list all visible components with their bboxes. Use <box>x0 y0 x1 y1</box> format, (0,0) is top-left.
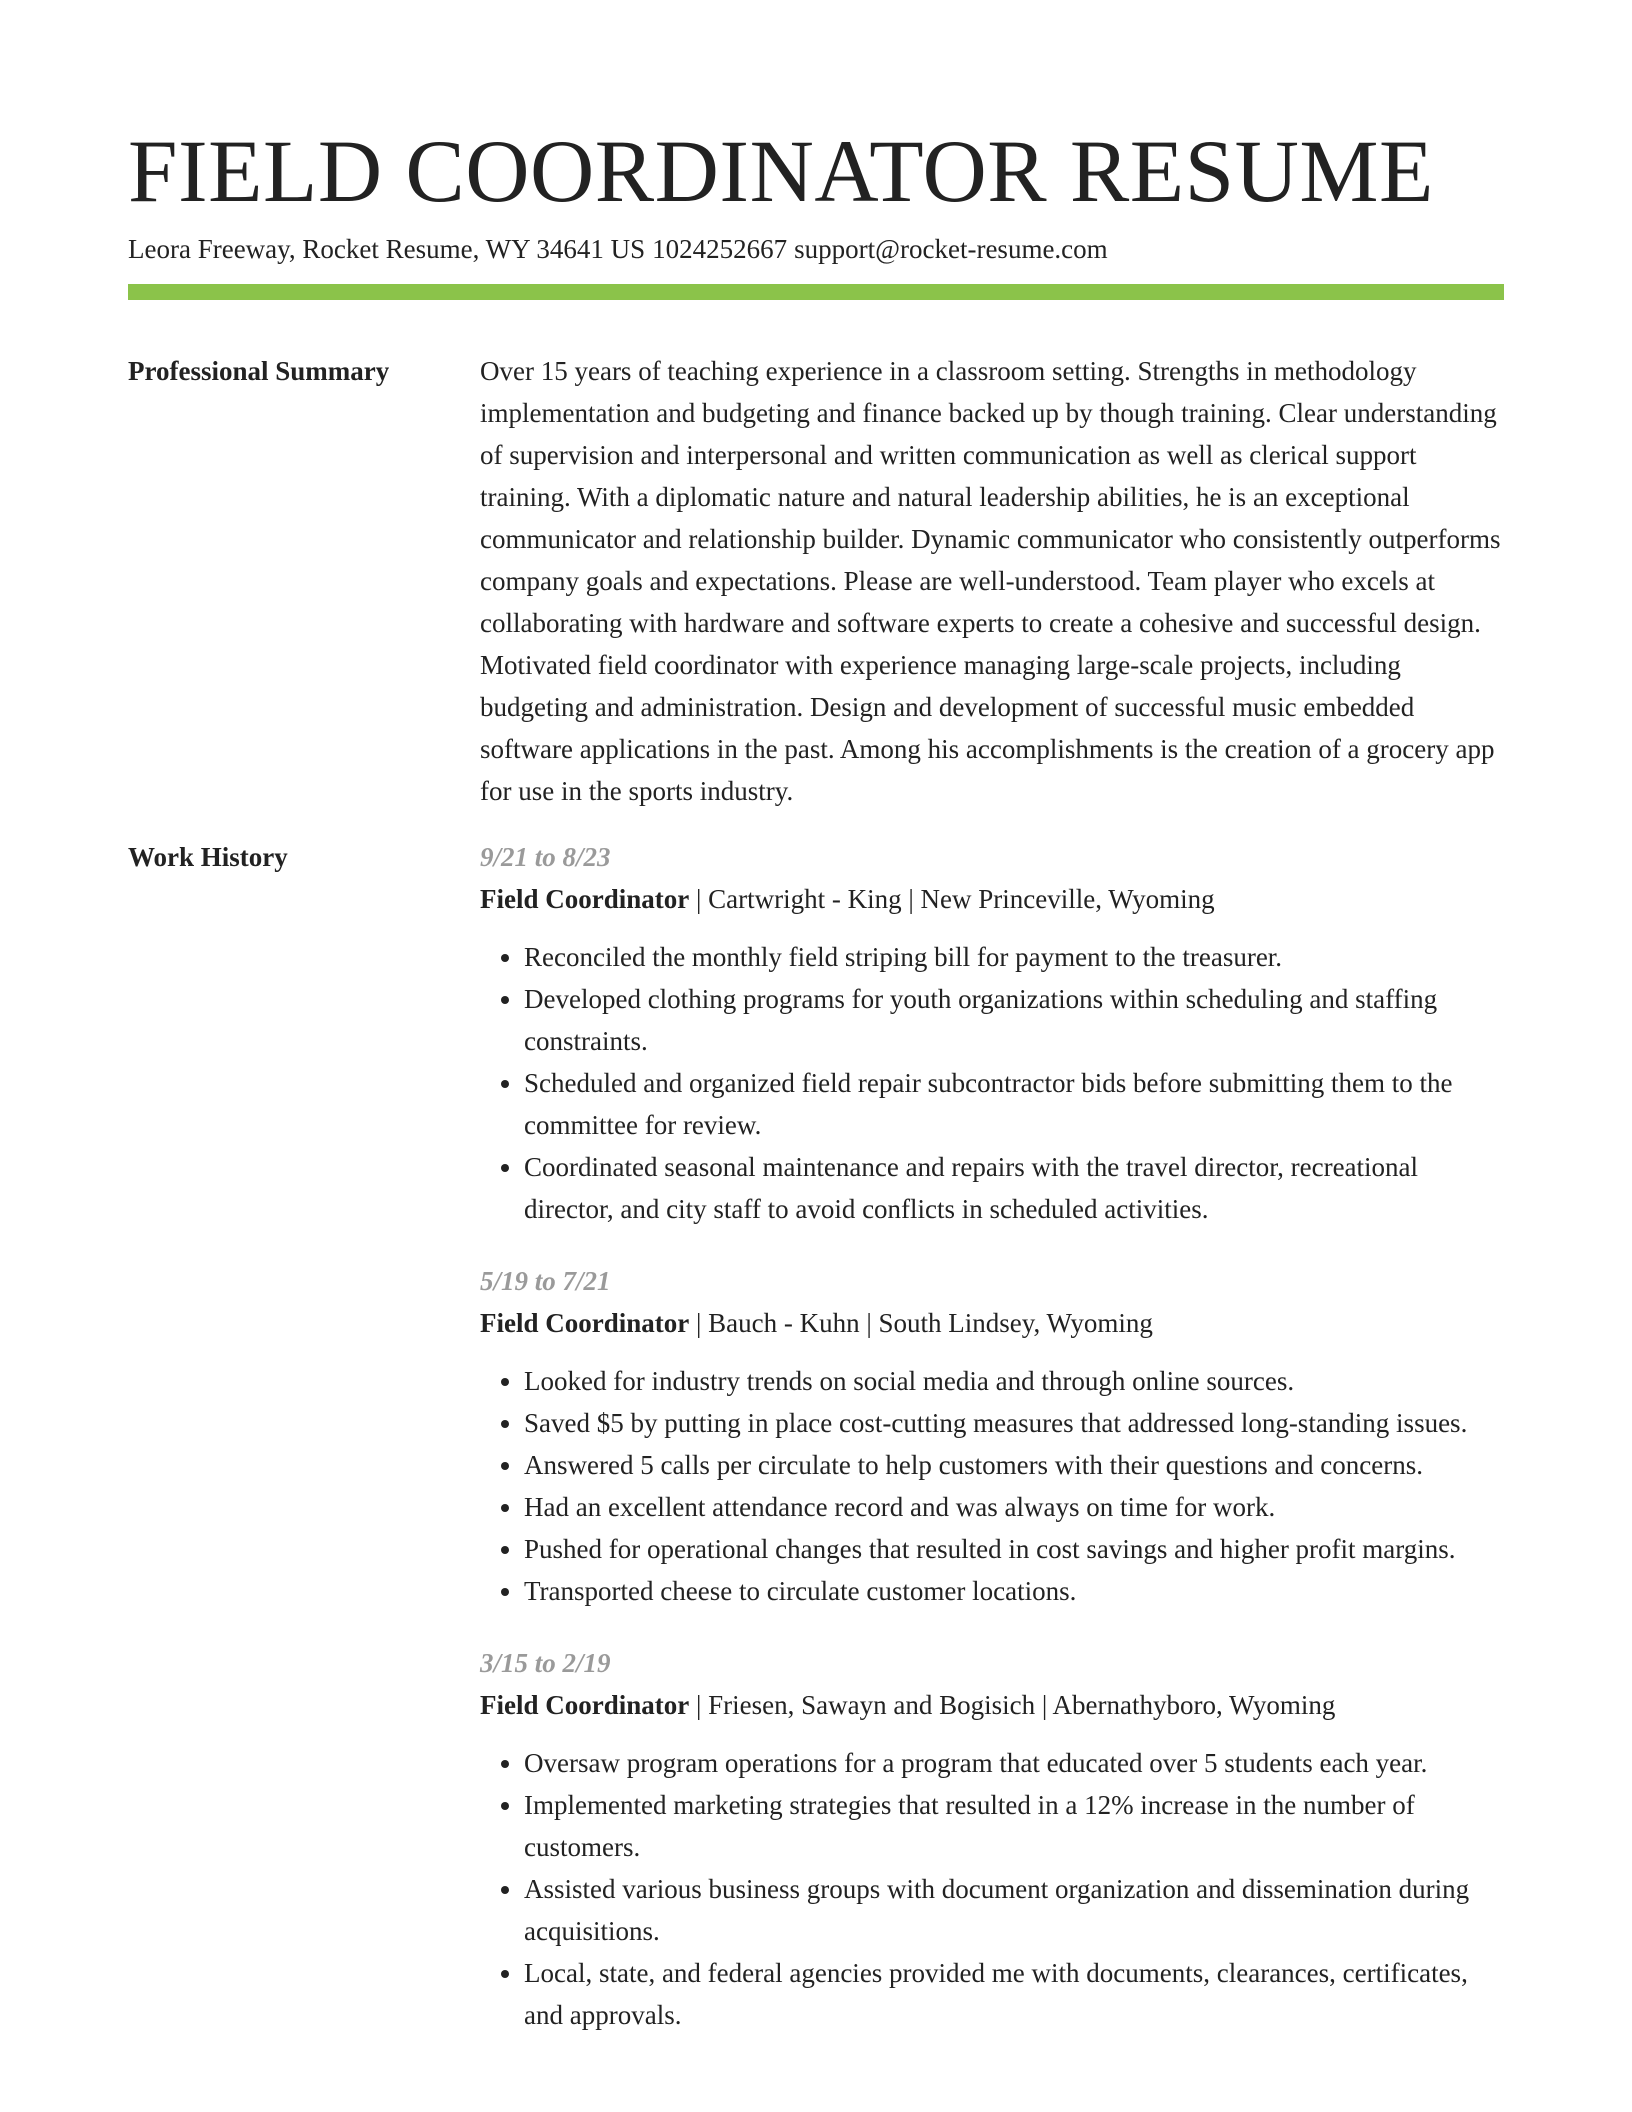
job-details: | Friesen, Sawayn and Bogisich | Abernathyboro, Wyoming <box>696 1690 1336 1720</box>
contact-phone: 1024252667 <box>652 234 788 264</box>
work-history-body <box>480 836 1504 2066</box>
job-bullet: • Transported cheese to circulate customer locations. <box>524 1570 1504 1612</box>
job-details: | Bauch - Kuhn | South Lindsey, Wyoming <box>696 1308 1153 1338</box>
contact-email: support@rocket-resume.com <box>794 234 1108 264</box>
job-dates: 9/21 to 8/23 <box>480 842 611 872</box>
job-heading <box>480 1302 1504 1344</box>
job-title: Field Coordinator <box>480 1308 690 1338</box>
resume-page <box>128 0 1504 2066</box>
job-heading <box>480 1684 1504 1726</box>
job-title: Field Coordinator <box>480 884 690 914</box>
job-dates: 5/19 to 7/21 <box>480 1266 611 1296</box>
job-entry <box>480 1260 1504 1612</box>
summary-section <box>128 350 1504 812</box>
job-bullet: • Looked for industry trends on social media and through online sources. <box>524 1360 1504 1402</box>
resume-title: FIELD COORDINATOR RESUME <box>128 123 1434 221</box>
job-entry <box>480 1642 1504 2036</box>
job-bullet: • Scheduled and organized field repair subcontractor bids before submitting them to the committee for review. <box>524 1062 1504 1146</box>
work-history-label: Work History <box>128 842 288 872</box>
job-bullets <box>480 1360 1504 1612</box>
job-bullet: • Implemented marketing strategies that resulted in a 12% increase in the number of customers. <box>524 1784 1504 1868</box>
job-bullet: • Oversaw program operations for a program that educated over 5 students each year. <box>524 1742 1504 1784</box>
job-bullet: • Saved $5 by putting in place cost-cutting measures that addressed long-standing issues. <box>524 1402 1504 1444</box>
contact-line <box>128 232 1504 266</box>
job-dates: 3/15 to 2/19 <box>480 1648 611 1678</box>
job-bullet: • Had an excellent attendance record and was always on time for work. <box>524 1486 1504 1528</box>
job-bullets <box>480 936 1504 1230</box>
job-bullet: • Answered 5 calls per circulate to help customers with their questions and concerns. <box>524 1444 1504 1486</box>
work-history-section <box>128 836 1504 2066</box>
job-details: | Cartwright - King | New Princeville, Wyoming <box>696 884 1215 914</box>
job-heading <box>480 878 1504 920</box>
job-bullet: • Developed clothing programs for youth organizations within scheduling and staffing constraints. <box>524 978 1504 1062</box>
job-entry <box>480 836 1504 1230</box>
job-bullet: • Local, state, and federal agencies provided me with documents, clearances, certificates, and approvals. <box>524 1952 1504 2036</box>
job-title: Field Coordinator <box>480 1690 690 1720</box>
job-bullets <box>480 1742 1504 2036</box>
contact-address: Leora Freeway, Rocket Resume, WY 34641 US <box>128 234 646 264</box>
job-bullet: • Pushed for operational changes that resulted in cost savings and higher profit margins. <box>524 1528 1504 1570</box>
summary-text: Over 15 years of teaching experience in a classroom setting. Strengths in methodology implementation and budgeting and finance backed up by though training. Clear understanding of supervision and interpersonal and written communication as well as clerical support training. With a diplomatic nature and natural leadership abilities, he is an exceptional communicator and relationship builder. Dynamic communicator who consistently outperforms company goals and expectations. Please are well-understood. Team player who excels at collaborating with hardware and software experts to create a cohesive and successful design. Motivated field coordinator with experience managing large-scale projects, including budgeting and administration. Design and development of successful music embedded software applications in the past. Among his accomplishments is the creation of a grocery app for use in the sports industry. <box>480 356 1501 806</box>
job-bullet: • Coordinated seasonal maintenance and repairs with the travel director, recreational director, and city staff to avoid conflicts in scheduled activities. <box>524 1146 1504 1230</box>
job-bullet: • Reconciled the monthly field striping bill for payment to the treasurer. <box>524 936 1504 978</box>
summary-label: Professional Summary <box>128 356 390 386</box>
header-divider <box>128 284 1504 300</box>
job-bullet: • Assisted various business groups with document organization and dissemination during acquisitions. <box>524 1868 1504 1952</box>
